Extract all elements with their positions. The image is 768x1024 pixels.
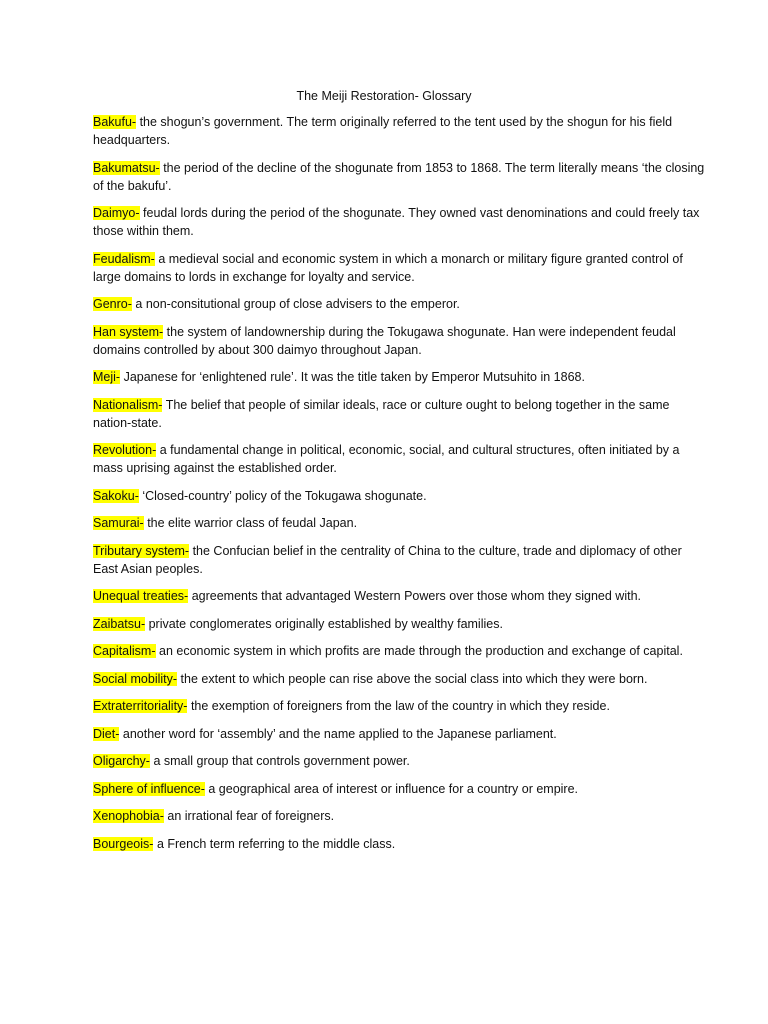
- glossary-definition: the extent to which people can rise above the social class into which they were born.: [180, 671, 648, 686]
- glossary-term: Feudalism-: [93, 251, 155, 266]
- glossary-term: Sakoku-: [93, 488, 139, 503]
- glossary-term: Sphere of influence-: [93, 781, 205, 796]
- glossary-definition: agreements that advantaged Western Powers over those whom they signed with.: [191, 589, 642, 603]
- glossary-definition: another word for ‘assembly’ and the name applied to the Japanese parliament.: [122, 726, 557, 741]
- glossary-definition: a French term referring to the middle class.: [156, 836, 396, 851]
- glossary-entry-bourgeois: [93, 835, 705, 853]
- glossary-entry-daimyo: [93, 204, 705, 240]
- glossary-definition: ‘Closed-country’ policy of the Tokugawa shogunate.: [142, 488, 427, 503]
- glossary-definition: the period of the decline of the shogunate from 1853 to 1868. The term literally means ‘the closing of the bakufu’.: [93, 160, 705, 193]
- glossary-definition: an irrational fear of foreigners.: [167, 809, 335, 823]
- glossary-entry-extraterritoriality: [93, 697, 705, 715]
- glossary-entry-sakoku: [93, 487, 705, 505]
- glossary-term: Bourgeois-: [93, 836, 154, 851]
- glossary-term: Social mobility-: [93, 671, 178, 686]
- glossary-definition: a medieval social and economic system in which a monarch or military figure granted control of large domains to lords in exchange for loyalty and service.: [93, 251, 683, 284]
- glossary-entry-social-mobility: [93, 670, 705, 688]
- glossary-entry-xenophobia: [93, 807, 705, 825]
- glossary-entry-bakufu: [93, 113, 705, 149]
- glossary-entry-nationalism: [93, 396, 705, 432]
- glossary-entry-tributary-system: [93, 542, 705, 578]
- glossary-entry-capitalism: [93, 642, 705, 660]
- glossary-entry-unequal-treaties: [93, 587, 705, 605]
- glossary-list: [93, 113, 705, 862]
- glossary-definition: feudal lords during the period of the shogunate. They owned vast denominations and could freely tax those within them.: [93, 206, 700, 238]
- glossary-definition: a fundamental change in political, economic, social, and cultural structures, often initiated by a mass uprising against the established order.: [93, 443, 680, 475]
- glossary-definition: Japanese for ‘enlightened rule’. It was the title taken by Emperor Mutsuhito in 1868.: [123, 370, 585, 384]
- glossary-definition: a non-consitutional group of close advisers to the emperor.: [135, 297, 460, 311]
- glossary-term: Extraterritoriality-: [93, 699, 188, 713]
- glossary-entry-meji: [93, 368, 705, 386]
- glossary-term: Bakumatsu-: [93, 160, 160, 175]
- glossary-entry-zaibatsu: [93, 615, 705, 633]
- glossary-definition: the shogun’s government. The term originally referred to the tent used by the shogun for his field headquarters.: [93, 115, 673, 147]
- glossary-term: Samurai-: [93, 516, 144, 530]
- glossary-term: Han system-: [93, 324, 164, 339]
- glossary-entry-feudalism: [93, 250, 705, 286]
- glossary-definition: private conglomerates originally established by wealthy families.: [148, 616, 503, 631]
- glossary-term: Xenophobia-: [93, 809, 164, 823]
- glossary-term: Tributary system-: [93, 543, 190, 558]
- glossary-definition: the elite warrior class of feudal Japan.: [147, 516, 358, 530]
- glossary-term: Daimyo-: [93, 206, 140, 220]
- glossary-entry-diet: [93, 725, 705, 743]
- document-title: The Meiji Restoration- Glossary: [296, 89, 472, 103]
- glossary-definition: a small group that controls government power.: [153, 754, 410, 768]
- glossary-definition: the Confucian belief in the centrality of China to the culture, trade and diplomacy of other East Asian peoples.: [93, 543, 682, 576]
- glossary-definition: the exemption of foreigners from the law of the country in which they reside.: [190, 699, 610, 713]
- glossary-entry-genro: [93, 295, 705, 313]
- glossary-entry-bakumatsu: [93, 159, 705, 195]
- glossary-term: Genro-: [93, 297, 132, 311]
- glossary-term: Revolution-: [93, 443, 157, 457]
- glossary-term: Bakufu-: [93, 115, 137, 129]
- glossary-term: Nationalism-: [93, 397, 163, 412]
- glossary-entry-revolution: [93, 441, 705, 477]
- glossary-definition: an economic system in which profits are made through the production and exchange of capital.: [159, 644, 683, 658]
- glossary-definition: the system of landownership during the Tokugawa shogunate. Han were independent feudal domains controlled by about 300 daimyo throughout Japan.: [93, 324, 676, 357]
- glossary-definition: a geographical area of interest or influence for a country or empire.: [208, 781, 579, 796]
- glossary-entry-oligarchy: [93, 752, 705, 770]
- glossary-entry-samurai: [93, 514, 705, 532]
- glossary-term: Unequal treaties-: [93, 589, 189, 603]
- glossary-entry-han-system: [93, 323, 705, 359]
- glossary-term: Meji-: [93, 370, 121, 384]
- glossary-definition: The belief that people of similar ideals, race or culture ought to belong together in the same nation-state.: [93, 397, 670, 430]
- glossary-term: Zaibatsu-: [93, 616, 146, 631]
- glossary-entry-sphere-of-influence: [93, 780, 705, 798]
- glossary-term: Diet-: [93, 726, 120, 741]
- glossary-term: Oligarchy-: [93, 754, 150, 768]
- glossary-term: Capitalism-: [93, 644, 156, 658]
